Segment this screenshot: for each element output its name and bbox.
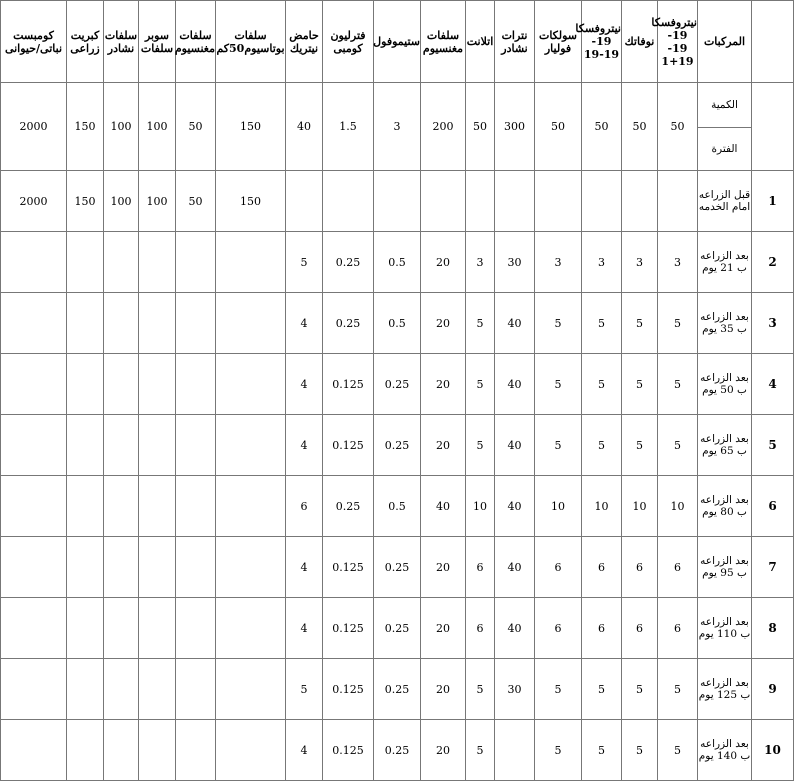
data-cell: 5 (622, 720, 658, 781)
data-cell (1, 537, 67, 598)
data-cell (658, 171, 698, 232)
data-cell: 3 (622, 232, 658, 293)
data-cell (104, 720, 139, 781)
data-cell (1, 354, 67, 415)
data-cell: 20 (421, 354, 466, 415)
data-cell: 6 (582, 537, 622, 598)
header-col: سلفات بوتاسيوم50كم (216, 1, 286, 83)
header-col: كبريت زراعى (67, 1, 104, 83)
data-cell: 5 (466, 659, 495, 720)
data-cell (176, 293, 216, 354)
data-cell (176, 354, 216, 415)
quantity-cell: 50 (622, 83, 658, 171)
data-cell: 40 (495, 354, 535, 415)
data-cell: 0.125 (323, 537, 374, 598)
data-cell: 4 (286, 293, 323, 354)
data-cell (216, 659, 286, 720)
table-row (1, 476, 794, 537)
data-cell: 0.25 (374, 598, 421, 659)
data-cell (323, 171, 374, 232)
data-cell (216, 415, 286, 476)
data-cell: 40 (495, 415, 535, 476)
data-cell (104, 476, 139, 537)
quantity-cell: 300 (495, 83, 535, 171)
table-row (1, 537, 794, 598)
data-cell: 6 (658, 537, 698, 598)
row-index: 10 (752, 720, 794, 781)
quantity-cell: 50 (176, 83, 216, 171)
data-cell (421, 171, 466, 232)
quantity-cell: 50 (658, 83, 698, 171)
data-cell: 5 (658, 720, 698, 781)
header-col: كومبست نباتى/حيوانى (1, 1, 67, 83)
data-cell (1, 476, 67, 537)
data-cell: 5 (622, 415, 658, 476)
quantity-cell: 50 (582, 83, 622, 171)
row-period: بعد الزراعه ب 50 يوم (698, 354, 752, 415)
data-cell (104, 232, 139, 293)
data-cell: 10 (622, 476, 658, 537)
data-cell (67, 720, 104, 781)
quantity-cell: 100 (139, 83, 176, 171)
data-cell (67, 598, 104, 659)
data-cell: 5 (622, 354, 658, 415)
data-cell: 150 (67, 171, 104, 232)
quantity-cell: 40 (286, 83, 323, 171)
data-cell: 5 (622, 293, 658, 354)
row-period: بعد الزراعه ب 65 يوم (698, 415, 752, 476)
data-cell: 6 (658, 598, 698, 659)
header-col: سولكات فوليار (535, 1, 582, 83)
data-cell: 6 (622, 598, 658, 659)
header-col: سلفات مغنسيوم (176, 1, 216, 83)
quantity-index-cell (752, 83, 794, 171)
header-col: فترليون كومبى (323, 1, 374, 83)
data-cell (176, 415, 216, 476)
row-index: 2 (752, 232, 794, 293)
data-cell: 150 (216, 171, 286, 232)
data-cell: 6 (286, 476, 323, 537)
data-cell (1, 415, 67, 476)
data-cell: 40 (495, 293, 535, 354)
data-cell: 40 (495, 598, 535, 659)
data-cell: 0.25 (374, 537, 421, 598)
data-cell: 5 (535, 659, 582, 720)
data-cell: 5 (658, 659, 698, 720)
data-cell: 5 (466, 293, 495, 354)
row-index: 1 (752, 171, 794, 232)
row-period: بعد الزراعه ب 95 يوم (698, 537, 752, 598)
row-period: بعد الزراعه ب 80 يوم (698, 476, 752, 537)
data-cell (1, 659, 67, 720)
data-cell (374, 171, 421, 232)
data-cell: 0.125 (323, 659, 374, 720)
row-index: 9 (752, 659, 794, 720)
data-cell: 5 (582, 415, 622, 476)
data-cell (67, 476, 104, 537)
data-cell: 5 (535, 293, 582, 354)
data-cell: 6 (466, 598, 495, 659)
data-cell (104, 415, 139, 476)
table-row (1, 171, 794, 232)
data-cell: 0.5 (374, 232, 421, 293)
data-cell: 5 (466, 415, 495, 476)
data-cell: 0.25 (374, 720, 421, 781)
row-index: 4 (752, 354, 794, 415)
data-cell: 5 (582, 293, 622, 354)
data-cell (1, 598, 67, 659)
data-cell (139, 659, 176, 720)
data-cell: 5 (658, 415, 698, 476)
quantity-cell: 3 (374, 83, 421, 171)
data-cell: 6 (622, 537, 658, 598)
data-cell: 0.5 (374, 293, 421, 354)
data-cell (104, 293, 139, 354)
data-cell: 40 (421, 476, 466, 537)
data-cell (216, 537, 286, 598)
data-cell: 10 (535, 476, 582, 537)
data-cell (104, 354, 139, 415)
header-col: حامض نيتريك (286, 1, 323, 83)
data-cell: 6 (535, 537, 582, 598)
data-cell: 6 (582, 598, 622, 659)
data-cell: 5 (286, 232, 323, 293)
data-cell (139, 415, 176, 476)
data-cell: 3 (466, 232, 495, 293)
data-cell (139, 537, 176, 598)
data-cell: 40 (495, 537, 535, 598)
row-period: بعد الزراعه ب 110 يوم (698, 598, 752, 659)
header-col: ستيموفول (374, 1, 421, 83)
data-cell (216, 720, 286, 781)
header-index-cell (752, 1, 794, 83)
data-cell: 10 (582, 476, 622, 537)
data-cell: 4 (286, 598, 323, 659)
quantity-cell: 50 (466, 83, 495, 171)
data-cell: 10 (466, 476, 495, 537)
data-cell (495, 720, 535, 781)
data-cell: 5 (466, 720, 495, 781)
data-cell: 10 (658, 476, 698, 537)
data-cell: 0.125 (323, 598, 374, 659)
data-cell (139, 293, 176, 354)
data-cell: 6 (535, 598, 582, 659)
data-cell (104, 659, 139, 720)
data-cell: 6 (466, 537, 495, 598)
header-col: سلفات نشادر (104, 1, 139, 83)
period-label: الفترة (711, 143, 738, 155)
data-cell: 5 (658, 293, 698, 354)
table-row (1, 659, 794, 720)
quantity-period-labels (698, 83, 752, 171)
row-period: بعد الزراعه ب 21 يوم (698, 232, 752, 293)
table-row (1, 720, 794, 781)
data-cell: 100 (139, 171, 176, 232)
row-index: 5 (752, 415, 794, 476)
data-cell: 50 (176, 171, 216, 232)
data-cell: 30 (495, 232, 535, 293)
data-cell (216, 232, 286, 293)
data-cell (176, 659, 216, 720)
data-cell: 5 (582, 659, 622, 720)
quantity-cell: 150 (216, 83, 286, 171)
data-cell: 4 (286, 537, 323, 598)
data-cell (286, 171, 323, 232)
header-col: سلفات مغنسيوم (421, 1, 466, 83)
row-period: بعد الزراعه ب 35 يوم (698, 293, 752, 354)
header-col: نيتروفسكا 19-19-19+1 (658, 1, 698, 83)
data-cell: 5 (582, 720, 622, 781)
data-cell: 5 (535, 354, 582, 415)
data-cell: 0.25 (323, 293, 374, 354)
data-cell: 40 (495, 476, 535, 537)
data-cell: 0.25 (374, 354, 421, 415)
row-period: قبل الزراعه امام الخدمه (698, 171, 752, 232)
data-cell: 4 (286, 415, 323, 476)
header-col: سوبر سلفات (139, 1, 176, 83)
quantity-cell: 100 (104, 83, 139, 171)
data-cell: 30 (495, 659, 535, 720)
quantity-cell: 50 (535, 83, 582, 171)
data-cell (176, 720, 216, 781)
data-cell (582, 171, 622, 232)
data-cell: 20 (421, 293, 466, 354)
data-cell: 5 (582, 354, 622, 415)
data-cell (216, 476, 286, 537)
table-row (1, 354, 794, 415)
data-cell (495, 171, 535, 232)
data-cell: 0.125 (323, 354, 374, 415)
data-cell (67, 232, 104, 293)
data-cell: 0.25 (323, 476, 374, 537)
data-cell (622, 171, 658, 232)
data-cell (139, 232, 176, 293)
data-cell: 5 (535, 720, 582, 781)
data-cell: 3 (658, 232, 698, 293)
data-cell: 0.125 (323, 415, 374, 476)
header-components: المركبات (698, 1, 752, 83)
row-index: 6 (752, 476, 794, 537)
data-cell: 100 (104, 171, 139, 232)
data-cell: 20 (421, 232, 466, 293)
data-cell: 5 (286, 659, 323, 720)
quantity-cell: 1.5 (323, 83, 374, 171)
data-cell: 5 (535, 415, 582, 476)
header-col: اتلانت (466, 1, 495, 83)
data-cell: 20 (421, 537, 466, 598)
quantity-cell: 200 (421, 83, 466, 171)
data-cell (67, 659, 104, 720)
table-row (1, 415, 794, 476)
table-row (1, 598, 794, 659)
data-cell: 3 (535, 232, 582, 293)
table-row (1, 293, 794, 354)
header-col: نيتروفسكا 19-19-19 (582, 1, 622, 83)
quantity-label: الكمية (698, 83, 751, 128)
data-cell (216, 598, 286, 659)
data-cell (176, 598, 216, 659)
table-row (1, 232, 794, 293)
header-col: نترات نشادر (495, 1, 535, 83)
data-cell (466, 171, 495, 232)
data-cell: 3 (582, 232, 622, 293)
data-cell: 5 (466, 354, 495, 415)
row-index: 7 (752, 537, 794, 598)
data-cell: 20 (421, 598, 466, 659)
quantity-cell: 2000 (1, 83, 67, 171)
data-cell: 0.25 (374, 659, 421, 720)
data-cell (67, 537, 104, 598)
data-cell (104, 537, 139, 598)
data-cell: 4 (286, 354, 323, 415)
data-cell: 20 (421, 415, 466, 476)
quantity-cell: 150 (67, 83, 104, 171)
data-cell: 0.125 (323, 720, 374, 781)
data-cell (67, 354, 104, 415)
header-col: نوفاتك (622, 1, 658, 83)
data-cell (216, 354, 286, 415)
quantity-row (1, 83, 794, 171)
data-cell (216, 293, 286, 354)
data-cell (67, 293, 104, 354)
data-cell (535, 171, 582, 232)
row-index: 3 (752, 293, 794, 354)
data-cell: 0.5 (374, 476, 421, 537)
data-cell (139, 476, 176, 537)
data-cell: 2000 (1, 171, 67, 232)
data-cell (104, 598, 139, 659)
data-cell (1, 293, 67, 354)
data-cell: 5 (658, 354, 698, 415)
row-period: بعد الزراعه ب 140 يوم (698, 720, 752, 781)
data-cell (139, 720, 176, 781)
row-index: 8 (752, 598, 794, 659)
data-cell: 20 (421, 720, 466, 781)
data-cell (1, 232, 67, 293)
data-cell: 0.25 (323, 232, 374, 293)
row-period: بعد الزراعه ب 125 يوم (698, 659, 752, 720)
data-cell (176, 476, 216, 537)
data-cell (176, 537, 216, 598)
data-cell: 20 (421, 659, 466, 720)
data-cell: 0.25 (374, 415, 421, 476)
data-cell (67, 415, 104, 476)
header-row (1, 1, 794, 83)
data-cell (1, 720, 67, 781)
data-cell: 4 (286, 720, 323, 781)
data-cell: 5 (622, 659, 658, 720)
data-cell (139, 354, 176, 415)
data-cell (139, 598, 176, 659)
data-cell (176, 232, 216, 293)
